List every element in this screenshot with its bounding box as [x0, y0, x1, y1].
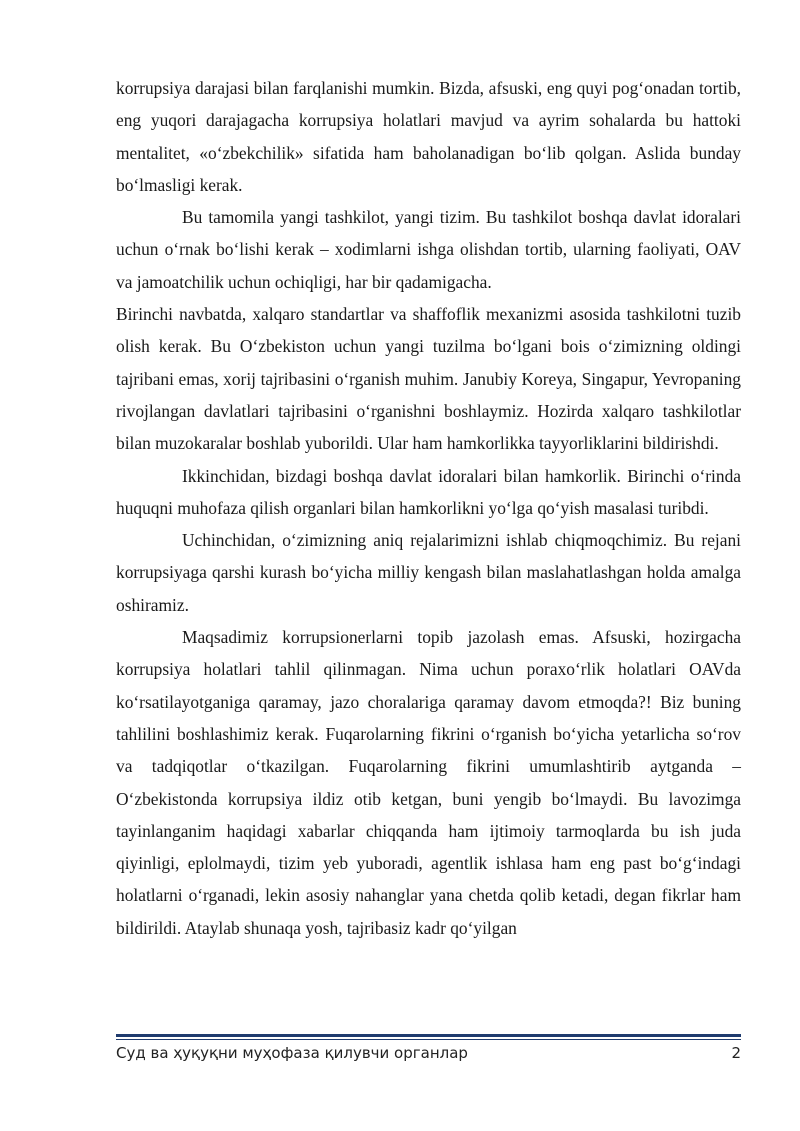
- paragraph-5: Uchinchidan, oʻzimizning aniq rejalarimizni ishlab chiqmoqchimiz. Bu rejani korrupsiyaga qarshi kurash boʻyicha milliy kengash bilan maslahatlashgan holda amalga oshiramiz.: [116, 530, 741, 615]
- paragraph-2: Bu tamomila yangi tashkilot, yangi tizim. Bu tashkilot boshqa davlat idoralari uchun oʻrnak boʻlishi kerak – xodimlarni ishga olishdan tortib, ularning faoliyati, OAV va jamoatchilik uchun ochiqligi, har bir qadamigacha.: [116, 207, 741, 292]
- footer-title: Суд ва ҳуқуқни муҳофаза қилувчи органлар: [116, 1044, 468, 1062]
- page-number: 2: [731, 1044, 741, 1062]
- paragraph-4: Ikkinchidan, bizdagi boshqa davlat idoralari bilan hamkorlik. Birinchi oʻrinda huquqni muhofaza qilish organlari bilan hamkorlikni yoʻlga qoʻyish masalasi turibdi.: [116, 465, 741, 518]
- paragraph-6: Maqsadimiz korrupsionerlarni topib jazolash emas. Afsuski, hozirgacha korrupsiya holatlari tahlil qilinmagan. Nima uchun poraxoʻrlik holatlari OAVda koʻrsatilayotganiga qaramay, jazo choralariga qaramay davom etmoqda?! Biz buning tahlilini boshlashimiz kerak. Fuqarolarning fikrini oʻrganish boʻyicha yetarlicha soʻrov va tadqiqotlar oʻtkazilgan. Fuqarolarning fikrini umumlashtirib aytganda – Oʻzbekistonda korrupsiya ildiz otib ketgan, buni yengib boʻlmaydi. Bu lavozimga tayinlanganim haqidagi xabarlar chiqqanda ham ijtimoiy tarmoqlarda bu ish juda qiyinligi, eplolmaydi, tizim yeb yuboradi, agentlik ishlasa ham eng past boʻgʻindagi holatlarni oʻrganadi, lekin asosiy nahanglar yana chetda qolib ketadi, degan fikrlar ham bildirildi. Ataylab shunaqa yosh, tajribasiz kadr qoʻyilgan: [116, 627, 741, 938]
- body-text: [116, 72, 741, 944]
- paragraph-3: Birinchi navbatda, xalqaro standartlar va shaffoflik mexanizmi asosida tashkilotni tuzib olish kerak. Bu Oʻzbekiston uchun yangi tuzilma boʻlgani bois oʻzimizning oldingi tajribani emas, xorij tajribasini oʻrganish muhim. Janubiy Koreya, Singapur, Yevropaning rivojlangan davlatlari tajribasini oʻrganishni boshlaymiz. Hozirda xalqaro tashkilotlar bilan muzokaralar boshlab yuborildi. Ular ham hamkorlikka tayyorliklarini bildirishdi.: [116, 304, 741, 454]
- paragraph-1: korrupsiya darajasi bilan farqlanishi mumkin. Bizda, afsuski, eng quyi pogʻonadan tortib, eng yuqori darajagacha korrupsiya holatlari mavjud va ayrim sohalarda bu hattoki mentalitet, «oʻzbekchilik» sifatida ham baholanadigan boʻlib qolgan. Aslida bunday boʻlmasligi kerak.: [116, 78, 741, 195]
- footer-rule-thin: [116, 1039, 741, 1040]
- footer-rule: [116, 1034, 741, 1037]
